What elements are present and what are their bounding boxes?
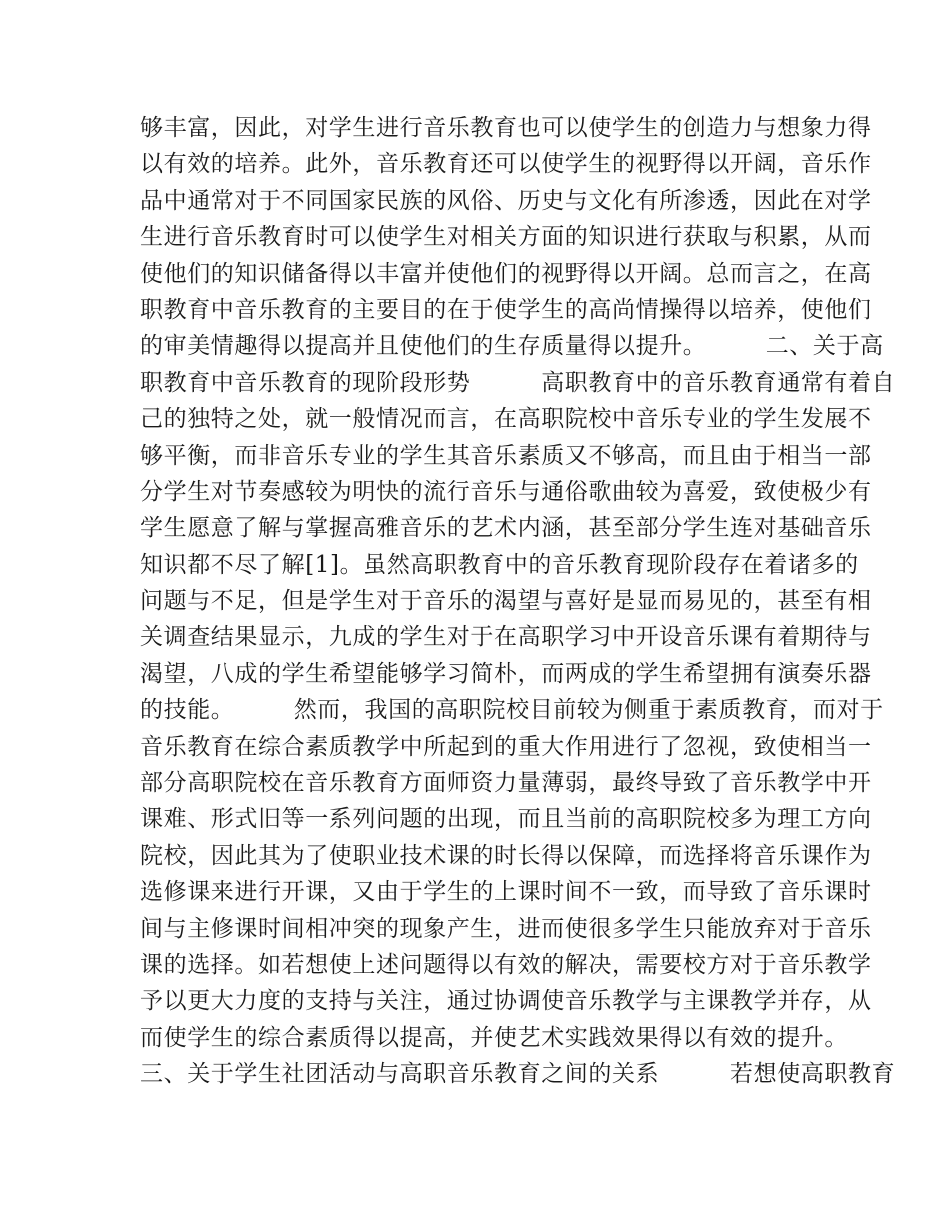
text-line: 渴望，八成的学生希望能够学习简朴，而两成的学生希望拥有演奏乐器: [140, 660, 872, 687]
text-line: 院校，因此其为了使职业技术课的时长得以保障，而选择将音乐课作为: [140, 842, 872, 869]
text-line: 的审美情趣得以提高并且使他们的生存质量得以提升。 二、关于高: [140, 333, 884, 360]
text-line: 职教育中音乐教育的主要目的在于使学生的高尚情操得以培养，使他们: [140, 296, 872, 323]
text-line: 分学生对节奏感较为明快的流行音乐与通俗歌曲较为喜爱，致使极少有: [140, 478, 872, 505]
text-line: 够丰富，因此，对学生进行音乐教育也可以使学生的创造力与想象力得: [140, 115, 872, 141]
text-line: 课难、形式旧等一系列问题的出现，而且当前的高职院校多为理工方向: [140, 806, 872, 833]
text-line: 以有效的培养。此外，音乐教育还可以使学生的视野得以开阔，音乐作: [140, 151, 872, 178]
text-line: 间与主修课时间相冲突的现象产生，进而使很多学生只能放弃对于音乐: [140, 915, 872, 942]
body-text: [140, 110, 896, 1093]
text-line: 够平衡，而非音乐专业的学生其音乐素质又不够高，而且由于相当一部: [140, 442, 872, 469]
text-line: 部分高职院校在音乐教育方面师资力量薄弱，最终导致了音乐教学中开: [140, 770, 872, 797]
text-line: 使他们的知识储备得以丰富并使他们的视野得以开阔。总而言之，在高: [140, 260, 872, 287]
text-line: 而使学生的综合素质得以提高，并使艺术实践效果得以有效的提升。: [140, 1024, 848, 1051]
text-line: 的技能。 然而，我国的高职院校目前较为侧重于素质教育，而对于: [140, 697, 884, 724]
text-line: 知识都不尽了解[1]。虽然高职教育中的音乐教育现阶段存在着诸多的: [140, 551, 859, 578]
text-line: 音乐教育在综合素质教学中所起到的重大作用进行了忽视，致使相当一: [140, 733, 872, 760]
text-line: 选修课来进行开课，又由于学生的上课时间不一致，而导致了音乐课时: [140, 879, 872, 906]
text-line: 予以更大力度的支持与关注，通过协调使音乐教学与主课教学并存，从: [140, 988, 872, 1015]
text-line: 学生愿意了解与掌握高雅音乐的艺术内涵，甚至部分学生连对基础音乐: [140, 515, 872, 542]
text-line: 己的独特之处，就一般情况而言，在高职院校中音乐专业的学生发展不: [140, 406, 872, 433]
text-line: 生进行音乐教育时可以使学生对相关方面的知识进行获取与积累，从而: [140, 224, 872, 251]
text-line: 课的选择。如若想使上述问题得以有效的解决，需要校方对于音乐教学: [140, 951, 872, 978]
text-line: 职教育中音乐教育的现阶段形势 高职教育中的音乐教育通常有着自: [140, 369, 896, 396]
text-line: 品中通常对于不同国家民族的风俗、历史与文化有所渗透，因此在对学: [140, 187, 872, 214]
text-line: 三、关于学生社团活动与高职音乐教育之间的关系 若想使高职教育: [140, 1061, 896, 1088]
text-line: 关调查结果显示，九成的学生对于在高职学习中开设音乐课有着期待与: [140, 624, 872, 651]
text-line: 问题与不足，但是学生对于音乐的渴望与喜好是显而易见的，甚至有相: [140, 588, 872, 615]
